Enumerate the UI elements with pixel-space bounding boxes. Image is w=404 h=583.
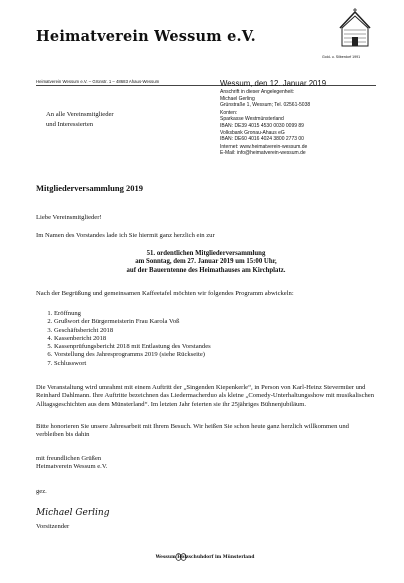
email-link[interactable]: E-Mail: info@heimatverein-wessum.de (220, 150, 306, 157)
internet-link[interactable]: Internet: www.heimatverein-wessum.de (220, 143, 308, 150)
regards-line: Heimatverein Wessum e.V. (36, 463, 108, 471)
signer-role: Vorsitzender (36, 523, 70, 530)
regards-line: mit freundlichen Grüßen (36, 455, 102, 462)
letter-date: Wessum, den 12. Januar 2019 (220, 79, 327, 88)
club-name: Heimatverein Wessum e.V. (36, 28, 256, 45)
sender-line: Heimatverein Wessum e.V. – Grünstr. 1 – 48683 Ahaus-Wessum (36, 79, 160, 84)
program-item: 4. Kassenbericht 2018 (54, 335, 211, 343)
program-item: 1. Eröffnung (54, 310, 211, 318)
bank2-iban: IBAN: DE60 4016 4024 3800 2773 00 (220, 136, 304, 143)
footer-motto: Wessum Holzschuhdorf im Münsterland (155, 555, 255, 560)
signature: Michael Gerling (36, 508, 110, 518)
meeting-announcement (36, 250, 376, 275)
closing-paragraph: Bitte honorieren Sie unsere Jahresarbeit mit Ihrem Besuch. Wir heißen Sie schon heute ganz herzlich willkommen und verbleiben bis dahin (36, 423, 349, 439)
program-item: 2. Grußwort der Bürgermeisterin Frau Karola Voß (54, 318, 211, 326)
church-logo-icon (338, 6, 372, 54)
bank2-name: Volksbank Gronau-Ahaus eG (220, 129, 285, 136)
meeting-line: 51. ordentlichen Mitgliederversammlung (146, 250, 266, 257)
program-item: 3. Geschäftsbericht 2018 (54, 327, 211, 335)
program-list (36, 310, 211, 368)
contact-address: Grünstraße 1, Wessum; Tel. 02561-5038 (220, 102, 311, 109)
meeting-line: am Sonntag, dem 27. Januar 2019 um 15:00 Uhr, (135, 258, 277, 266)
contact-name: Michael Gerling (220, 95, 255, 102)
founded-badge: Gold- u. Silberdorf 1991 (322, 55, 361, 59)
salutation: Liebe Vereinsmitglieder! (36, 214, 102, 221)
program-item: 6. Vorstellung des Jahresprogramms 2019 (siehe Rückseite) (54, 351, 211, 359)
accounts-heading: Konten: (220, 109, 238, 116)
recipient-block (46, 110, 114, 130)
intro-paragraph: Im Namen des Vorstandes lade ich Sie hiermit ganz herzlich ein zur (36, 232, 215, 239)
program-intro: Nach der Begrüßung und gemeinsamen Kaffeetafel möchten wir folgendes Programm abwickeln: (36, 290, 294, 297)
signed-note: gez. (36, 488, 47, 495)
contact-heading: Anschrift in dieser Angelegenheit: (220, 89, 295, 95)
recipient-line: und Interessierten (46, 121, 94, 128)
event-paragraph: Die Veranstaltung wird umrahmt mit einem Auftritt der „Singenden Kiepenkerle“, in Person von Karl-Heinz Stevermüer und Reinhard Dahlmann. Ihre Auftritte bezeichnen das Liedermacherduo als kleine „Comedy-Unterhaltungsshow mit musikalischen Alltagsgeschichten aus dem Münsterland“. Im letzten Jahr feierten sie ihr 25jähriges Bühnenjubiläum. (36, 384, 375, 408)
bank1-iban: IBAN: DE39 4015 4530 0030 0099 89 (220, 122, 304, 129)
program-item: 5. Kassenprüfungsbericht 2018 mit Entlastung des Vorstandes (54, 343, 211, 351)
regards-block (36, 455, 376, 472)
bank1-name: Sparkasse Westmünsterland (220, 116, 284, 123)
recipient-line: An alle Vereinsmitglieder (46, 111, 114, 118)
letter-subject: Mitgliederversammlung 2019 (36, 183, 143, 193)
program-item: 7. Schlusswort (54, 360, 211, 368)
info-block (220, 79, 380, 157)
meeting-line: auf der Bauerntenne des Heimathauses am Kirchplatz. (126, 266, 286, 274)
